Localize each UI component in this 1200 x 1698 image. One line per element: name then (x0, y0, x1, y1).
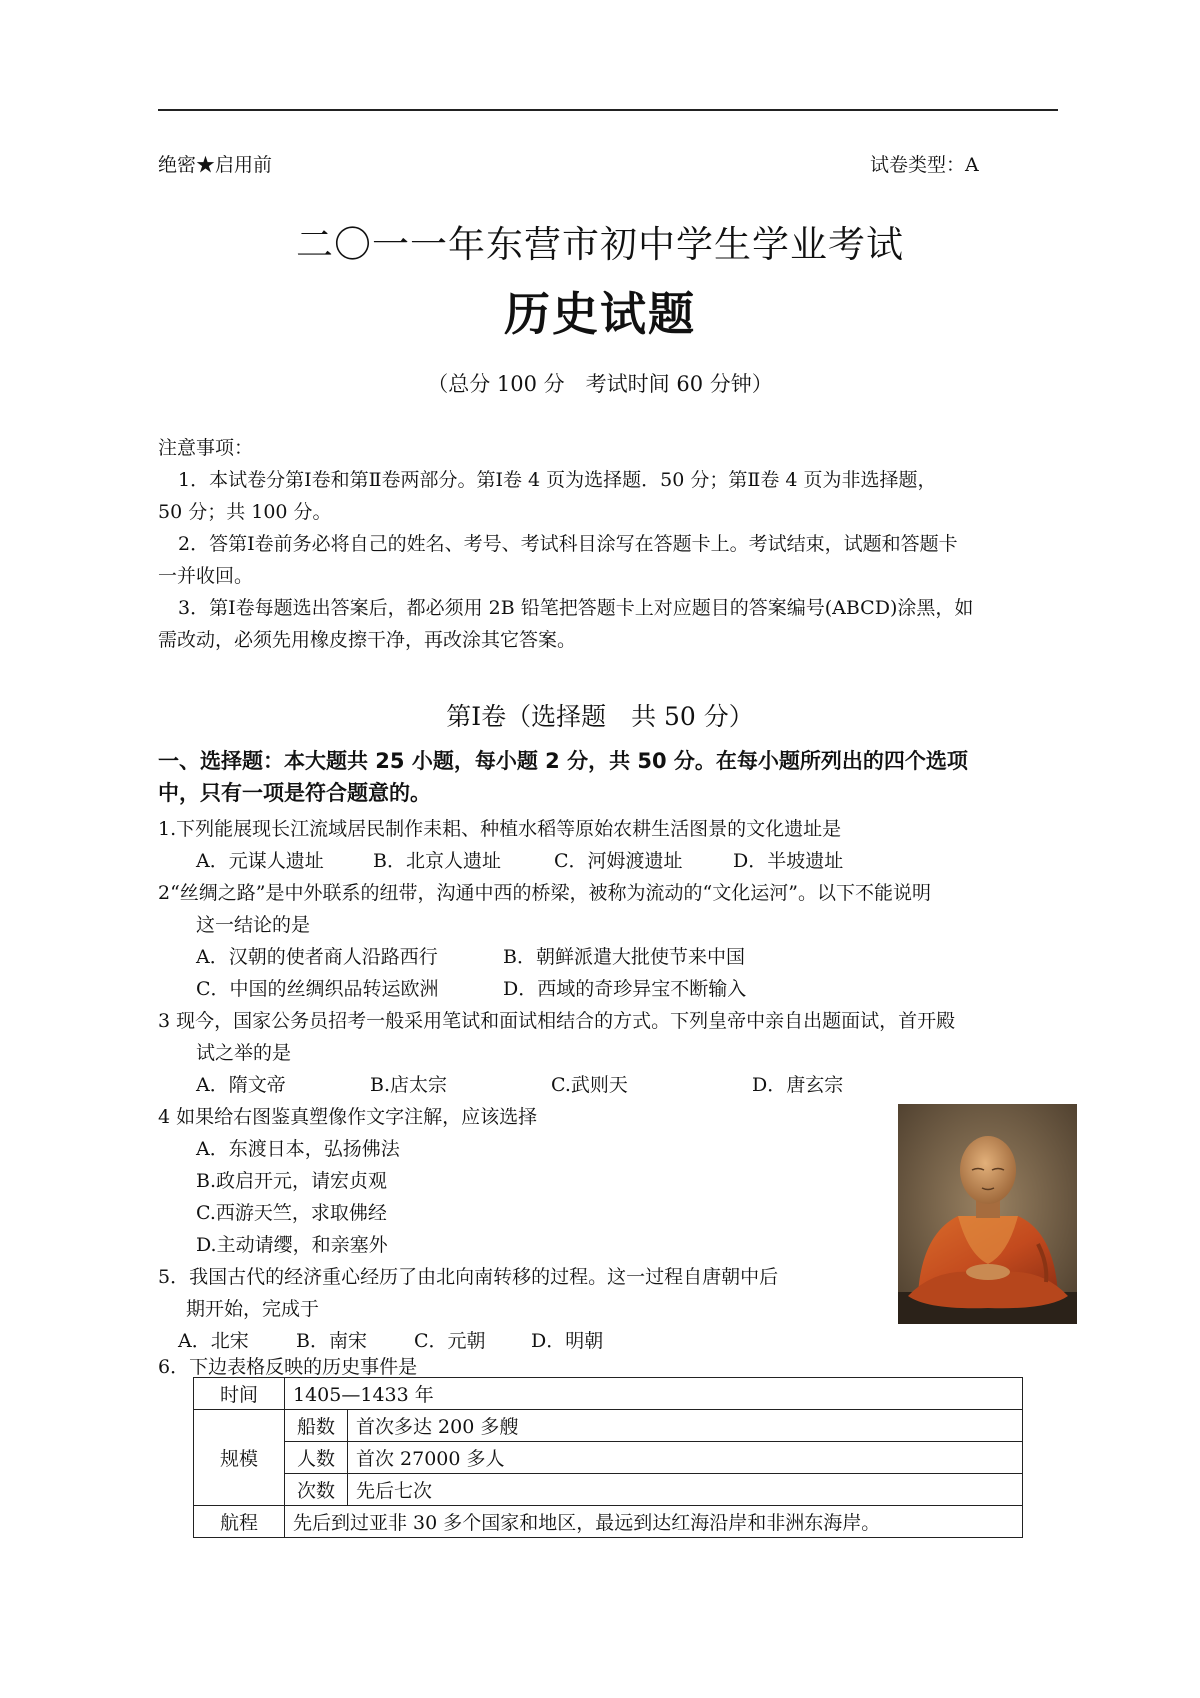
question-5-option: B．南宋 (296, 1330, 367, 1352)
question-5-option: D．明朝 (531, 1330, 604, 1352)
table-cell: 次数 (285, 1474, 348, 1506)
question-2-option: B．朝鲜派遣大批使节来中国 (503, 946, 745, 968)
question-1-option: D．半坡遗址 (733, 850, 844, 872)
question-5-option: A．北宋 (178, 1330, 249, 1352)
question-3-stem: 试之举的是 (196, 1042, 292, 1064)
table-cell: 时间 (194, 1378, 285, 1410)
section-instructions: 一、选择题：本大题共 25 小题，每小题 2 分，共 50 分。在每小题所列出的四个选项 (158, 749, 968, 773)
notice-heading: 注意事项： (158, 437, 254, 459)
question-2-stem: 这一结论的是 (196, 914, 311, 936)
score-time-note: （总分 100 分 考试时间 60 分钟） (427, 372, 773, 396)
notice-line: 2．答第Ⅰ卷前务必将自己的姓名、考号、考试科目涂写在答题卡上。考试结束，试题和答题卡 (178, 533, 958, 555)
question-1-stem: 1.下列能展现长江流域居民制作耒耜、种植水稻等原始农耕生活图景的文化遗址是 (158, 818, 842, 840)
section-instructions: 中，只有一项是符合题意的。 (158, 781, 431, 805)
table-cell: 1405—1433 年 (285, 1378, 1023, 1410)
question-5-stem: 5．我国古代的经济重心经历了由北向南转移的过程。这一过程自唐朝中后 (158, 1266, 779, 1288)
question-4-option: D.主动请缨，和亲塞外 (196, 1234, 388, 1256)
notice-line: 1．本试卷分第Ⅰ卷和第Ⅱ卷两部分。第Ⅰ卷 4 页为选择题．50 分；第Ⅱ卷 4 页为非选择题， (178, 469, 937, 491)
zheng-he-voyage-table (193, 1377, 1023, 1538)
notice-line: 一并收回。 (158, 565, 254, 587)
table-cell: 首次多达 200 多艘 (348, 1410, 1023, 1442)
question-1-option: B．北京人遗址 (373, 850, 501, 872)
jianzhen-statue-image (898, 1104, 1077, 1324)
question-5-stem: 期开始，完成于 (186, 1298, 320, 1320)
question-4-option: C.西游天竺，求取佛经 (196, 1202, 387, 1224)
question-2-option: A．汉朝的使者商人沿路西行 (196, 946, 438, 968)
question-1-option: C．河姆渡遗址 (554, 850, 683, 872)
section-title: 第Ⅰ卷（选择题 共 50 分） (446, 702, 754, 731)
question-6-stem: 6．下边表格反映的历史事件是 (158, 1356, 418, 1378)
table-row (194, 1442, 1023, 1474)
notice-line: 需改动，必须先用橡皮擦干净，再改涂其它答案。 (158, 629, 577, 651)
table-row (194, 1410, 1023, 1442)
table-row (194, 1506, 1023, 1538)
question-2-option: C．中国的丝绸织品转运欧洲 (196, 978, 439, 1000)
table-cell: 人数 (285, 1442, 348, 1474)
question-1-option: A．元谋人遗址 (196, 850, 324, 872)
table-cell: 先后到过亚非 30 多个国家和地区，最远到达红海沿岸和非洲东海岸。 (285, 1506, 1023, 1538)
table-cell: 先后七次 (348, 1474, 1023, 1506)
notice-line: 3．第Ⅰ卷每题选出答案后，都必须用 2B 铅笔把答题卡上对应题目的答案编号(ABCD)涂黑，如 (178, 597, 974, 619)
table-cell: 船数 (285, 1410, 348, 1442)
exam-title: 二〇一一年东营市初中学生学业考试 (296, 223, 904, 266)
question-2-option: D．西域的奇珍异宝不断输入 (503, 978, 747, 1000)
question-3-option: D．唐玄宗 (752, 1074, 844, 1096)
table-row (194, 1378, 1023, 1410)
question-3-option: B.店太宗 (370, 1074, 448, 1096)
table-row (194, 1474, 1023, 1506)
header-rule (158, 109, 1058, 111)
table-cell: 航程 (194, 1506, 285, 1538)
question-4-option: B.政启开元，请宏贞观 (196, 1170, 388, 1192)
notice-line: 50 分；共 100 分。 (158, 501, 332, 523)
table-cell: 规模 (194, 1410, 285, 1506)
confidential-label: 绝密★启用前 (158, 154, 273, 176)
question-3-stem: 3 现今，国家公务员招考一般采用笔试和面试相结合的方式。下列皇帝中亲自出题面试，首开殿 (158, 1010, 956, 1032)
question-3-option: C.武则天 (551, 1074, 628, 1096)
question-4-stem: 4 如果给右图鉴真塑像作文字注解，应该选择 (158, 1106, 538, 1128)
subject-title: 历史试题 (504, 287, 696, 341)
question-3-option: A．隋文帝 (196, 1074, 286, 1096)
question-2-stem: 2“丝绸之路”是中外联系的纽带，沟通中西的桥梁，被称为流动的“文化运河”。以下不能说明 (158, 882, 931, 904)
question-5-option: C．元朝 (414, 1330, 486, 1352)
question-4-option: A．东渡日本，弘扬佛法 (196, 1138, 400, 1160)
paper-type-label: 试卷类型：A (870, 154, 979, 176)
table-cell: 首次 27000 多人 (348, 1442, 1023, 1474)
